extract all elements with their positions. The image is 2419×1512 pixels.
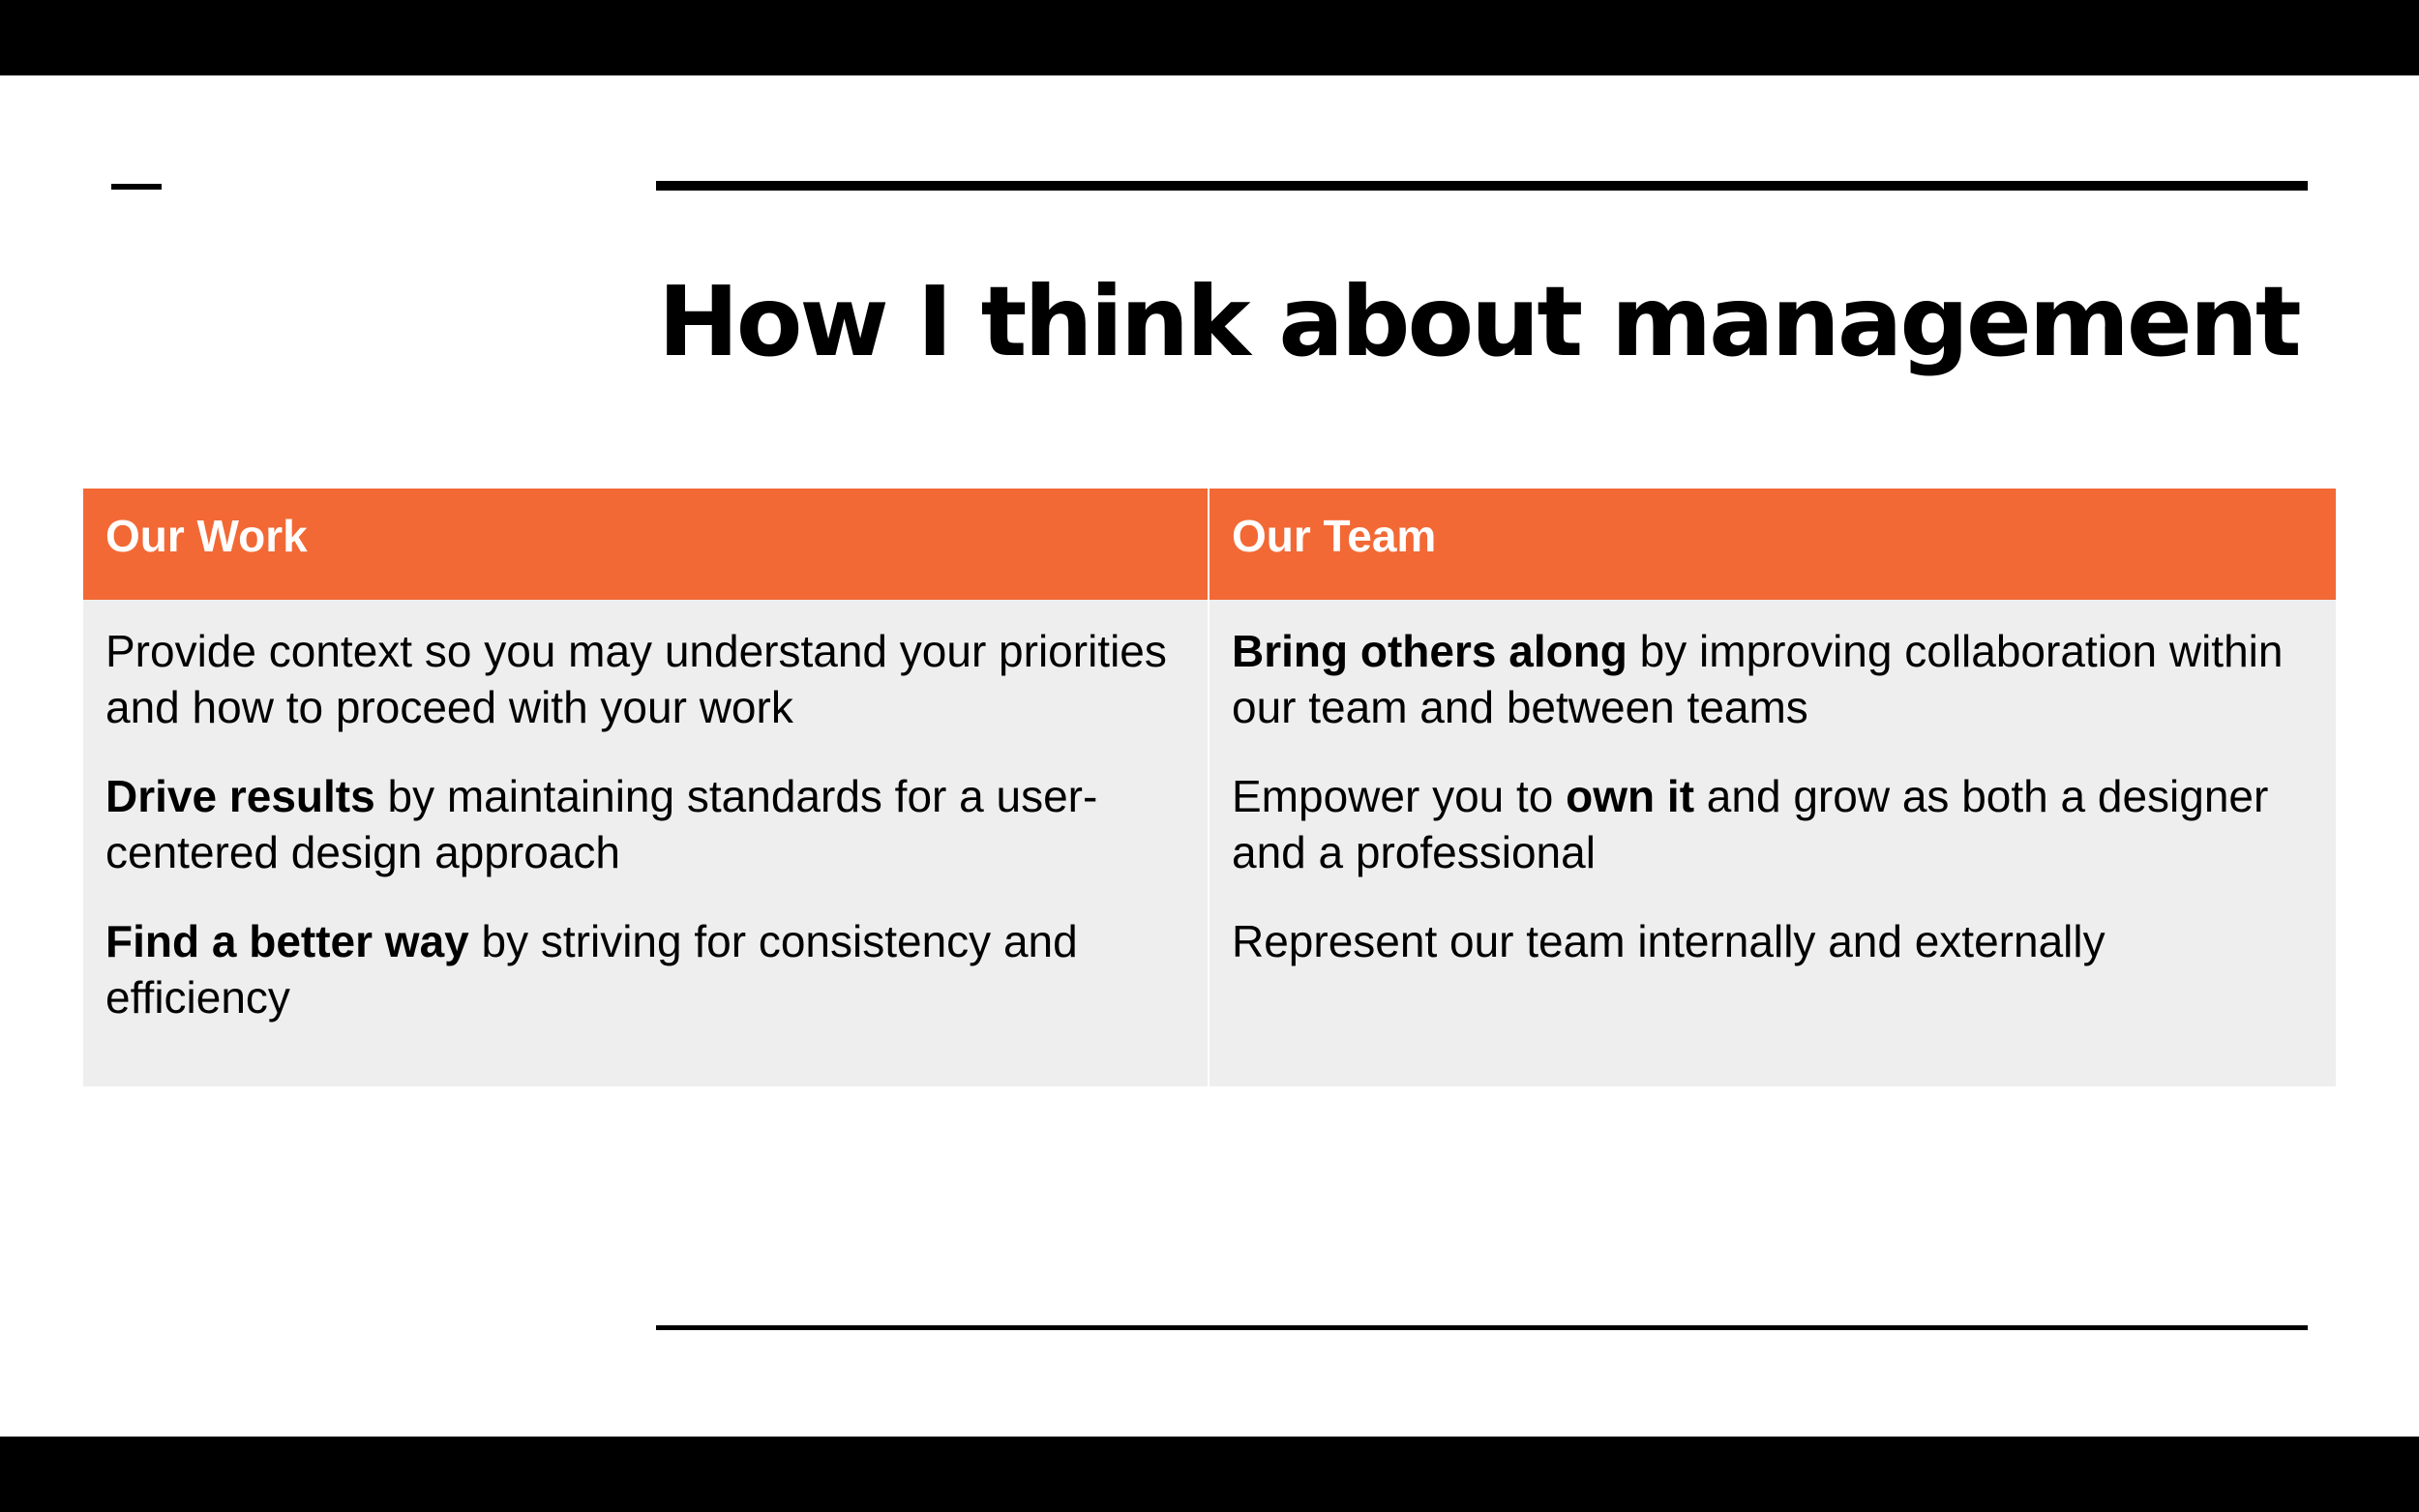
slide-title: How I think about management (658, 265, 2299, 378)
letterbox-top (0, 0, 2419, 75)
column-body-our-team (1210, 600, 2336, 1086)
column-header-our-team: Our Team (1210, 489, 2336, 600)
column-header-our-work: Our Work (83, 489, 1208, 600)
list-item: Drive results by maintaining standards for a user-centered design approach (105, 771, 1098, 877)
list-item: Find a better way by striving for consistency and efficiency (105, 916, 1078, 1023)
letterbox-bottom (0, 1437, 2419, 1512)
title-rule-top (656, 181, 2308, 191)
list-item: Bring others along by improving collaboration within our team and between teams (1232, 626, 2284, 732)
list-item: Provide context so you may understand your priorities and how to proceed with your work (105, 626, 1167, 732)
column-body-our-work (83, 600, 1208, 1086)
footer-rule (656, 1325, 2308, 1330)
list-item: Represent our team internally and externally (1232, 916, 2105, 966)
list-item: Empower you to own it and grow as both a designer and a professional (1232, 771, 2269, 877)
content-table (83, 489, 2336, 1086)
slide (0, 75, 2419, 1437)
slide-dash-mark (111, 184, 162, 190)
